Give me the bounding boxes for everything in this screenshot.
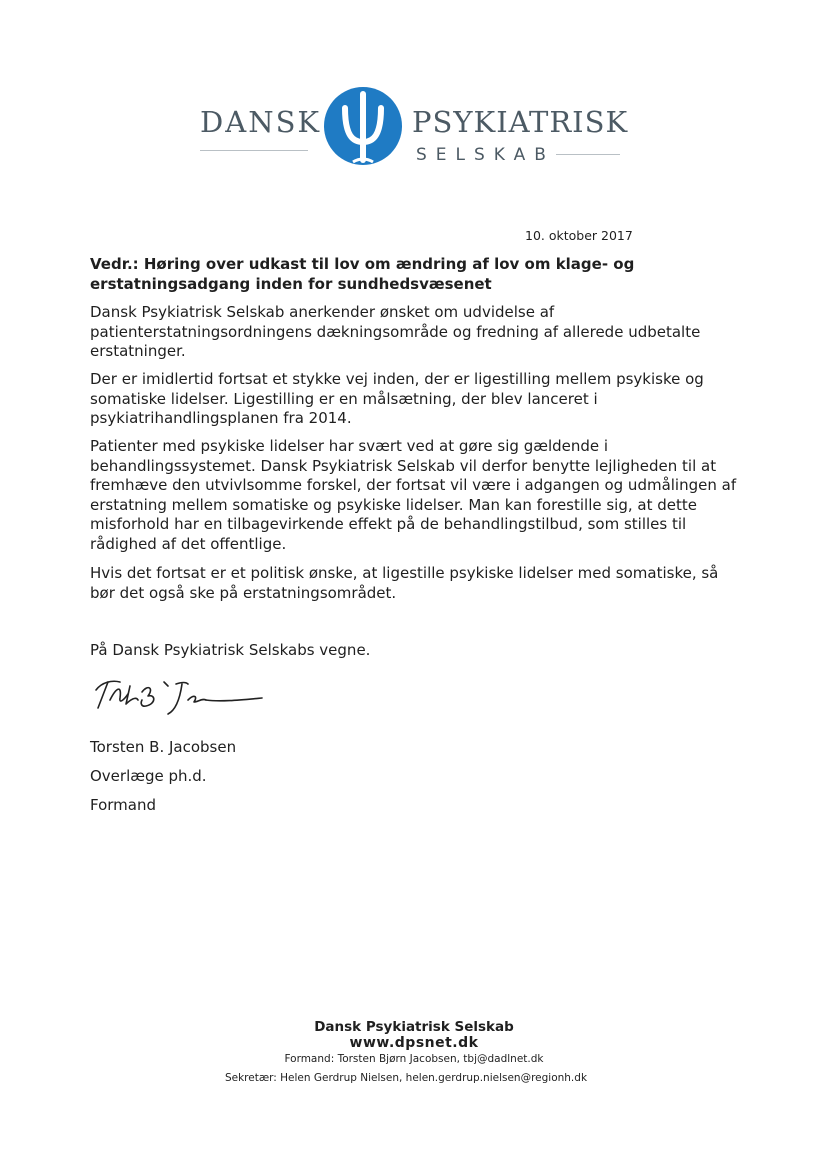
paragraph-line: Dansk Psykiatrisk Selskab anerkender ønsket om udvidelse af [90, 303, 555, 321]
paragraph-line: bør det også ske på erstatningsområdet. [90, 583, 397, 602]
body-paragraph [90, 303, 730, 362]
body-paragraph [90, 564, 730, 603]
paragraph-line: erstatninger. [90, 342, 186, 360]
logo-rule-left [200, 150, 308, 151]
paragraph-line: erstatning mellem somatiske og psykiske lidelser. Man kan forestille sig, at dette [90, 495, 697, 514]
paragraph-line: behandlingssystemet. Dansk Psykiatrisk Selskab vil derfor benytte lejligheden til at [90, 456, 717, 475]
psi-logo-icon [323, 86, 403, 166]
body-paragraph [90, 437, 737, 554]
signatory-title: Overlæge ph.d. [90, 767, 207, 785]
paragraph-line: Hvis det fortsat er et politisk ønske, at ligestille psykiske lidelser med somatiske, så [90, 564, 719, 582]
signatory-name: Torsten B. Jacobsen [90, 738, 237, 756]
logo-rule-right [556, 154, 620, 155]
subject-heading [90, 254, 650, 294]
footer-chair-contact: Formand: Torsten Bjørn Jacobsen, tbj@dadlnet.dk [284, 1053, 544, 1065]
subject-line: Vedr.: Høring over udkast til lov om ændring af lov om klage- og [90, 255, 635, 273]
logo-subtext: SELSKAB [416, 145, 555, 165]
body-paragraph [90, 370, 730, 429]
subject-line: erstatningsadgang inden for sundhedsvæsenet [90, 275, 492, 293]
footer-secretary-contact: Sekretær: Helen Gerdrup Nielsen, helen.gerdrup.nielsen@regionh.dk [224, 1072, 588, 1084]
logo-text-left: DANSK [200, 105, 322, 139]
paragraph-line: Patienter med psykiske lidelser har svært ved at gøre sig gældende i [90, 437, 609, 455]
letter-date: 10. oktober 2017 [525, 228, 633, 243]
footer-org: Dansk Psykiatrisk Selskab [314, 1019, 514, 1035]
paragraph-line: somatiske lidelser. Ligestilling er en målsætning, der blev lanceret i [90, 389, 598, 408]
handwritten-signature [90, 670, 265, 718]
footer-website: www.dpsnet.dk [349, 1035, 479, 1051]
paragraph-line: rådighed af det offentlige. [90, 534, 287, 553]
paragraph-line: patienterstatningsordningens dækningsområde og fredning af allerede udbetalte [90, 322, 701, 341]
logo-text-right: PSYKIATRISK [412, 105, 629, 139]
paragraph-line: misforhold har en tilbagevirkende effekt på de behandlingstilbud, som stilles til [90, 515, 687, 533]
paragraph-line: Der er imidlertid fortsat et stykke vej inden, der er ligestilling mellem psykiske og [90, 370, 704, 388]
paragraph-line: fremhæve den utvivlsomme forskel, der fortsat vil være i adgangen og udmålingen af [90, 476, 737, 494]
closing-line: På Dansk Psykiatrisk Selskabs vegne. [90, 641, 371, 659]
signatory-role: Formand [90, 796, 157, 814]
paragraph-line: psykiatrihandlingsplanen fra 2014. [90, 409, 352, 427]
